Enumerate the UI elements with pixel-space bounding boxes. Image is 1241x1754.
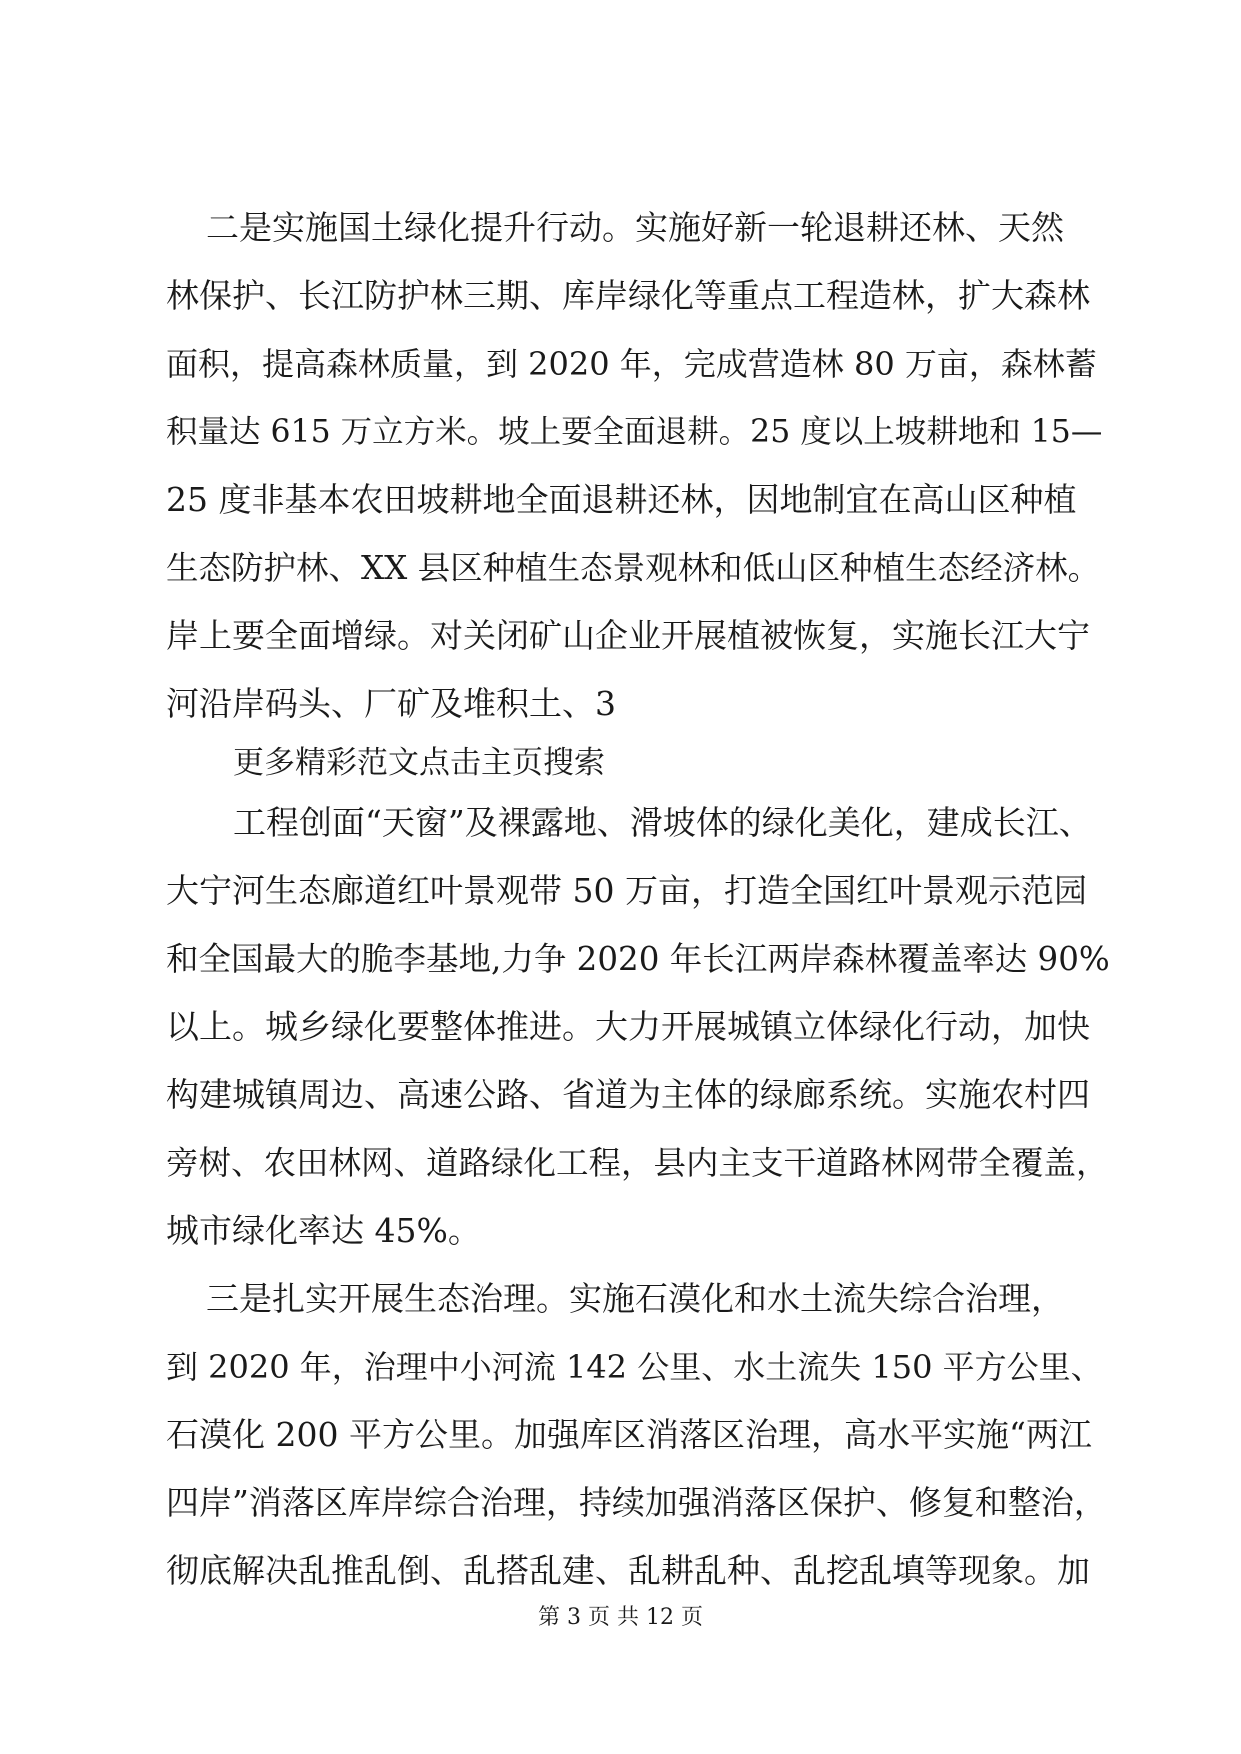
text-line: 四岸”消落区库岸综合治理，持续加强消落区保护、修复和整治，	[166, 1483, 1107, 1522]
text-line: 25 度非基本农田坡耕地全面退耕还林，因地制宜在高山区种植	[166, 480, 1077, 519]
text-line: 旁树、农田林网、道路绿化工程，县内主支干道路林网带全覆盖，	[166, 1144, 1109, 1182]
text-line: 林保护、长江防护林三期、库岸绿化等重点工程造林，扩大森林	[166, 276, 1090, 315]
text-line: 和全国最大的脆李基地,力争 2020 年长江两岸森林覆盖率达 90%	[166, 940, 1110, 978]
text-line: 到 2020 年，治理中小河流 142 公里、水土流失 150 平方公里、	[166, 1348, 1103, 1386]
page-number-footer: 第 3 页 共 12 页	[538, 1605, 703, 1630]
text-line: 以上。城乡绿化要整体推进。大力开展城镇立体绿化行动，加快	[166, 1007, 1090, 1046]
text-line: 工程创面“天窗”及裸露地、滑坡体的绿化美化，建成长江、	[233, 803, 1092, 842]
text-line: 面积，提高森林质量，到 2020 年，完成营造林 80 万亩，森林蓄	[166, 345, 1097, 383]
text-line: 河沿岸码头、厂矿及堆积土、3	[166, 684, 616, 723]
promo-text: 更多精彩范文点击主页搜索	[233, 745, 605, 781]
text-line: 三是扎实开展生态治理。实施石漠化和水土流失综合治理，	[206, 1279, 1064, 1318]
text-line: 石漠化 200 平方公里。加强库区消落区治理，高水平实施“两江	[166, 1415, 1092, 1454]
text-line: 岸上要全面增绿。对关闭矿山企业开展植被恢复，实施长江大宁	[166, 616, 1090, 655]
text-line: 城市绿化率达 45%。	[166, 1211, 481, 1250]
text-line: 彻底解决乱推乱倒、乱搭乱建、乱耕乱种、乱挖乱填等现象。加	[166, 1551, 1090, 1590]
text-line: 大宁河生态廊道红叶景观带 50 万亩，打造全国红叶景观示范园	[166, 871, 1087, 910]
text-line: 生态防护林、XX 县区种植生态景观林和低山区种植生态经济林。	[166, 549, 1101, 587]
text-line: 构建城镇周边、高速公路、省道为主体的绿廊系统。实施农村四	[166, 1075, 1090, 1114]
text-line: 二是实施国土绿化提升行动。实施好新一轮退耕还林、天然	[206, 208, 1064, 247]
text-line: 积量达 615 万立方米。坡上要全面退耕。25 度以上坡耕地和 15—	[166, 414, 1103, 450]
